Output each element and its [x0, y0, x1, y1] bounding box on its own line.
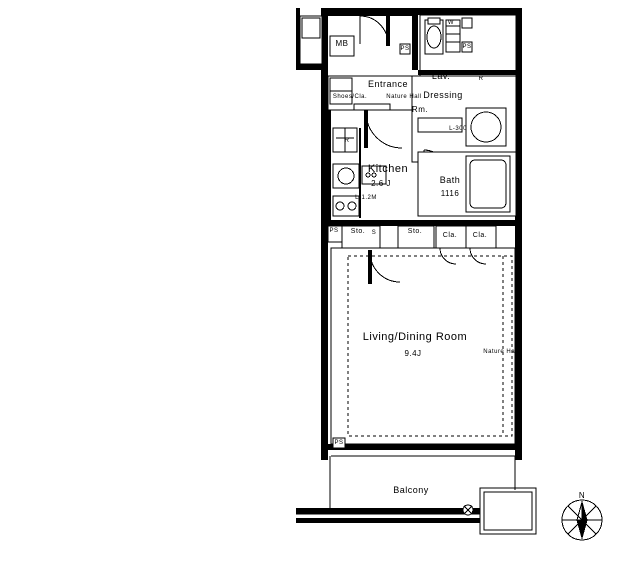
room-label-wash-basin: L-300 [449, 126, 467, 132]
room-label-ps-top: PS [400, 46, 410, 52]
room-label-dressing: Dressing [423, 90, 463, 100]
room-label-washer-w: W [447, 20, 455, 26]
room-label-storage-mid: Sto. [407, 228, 423, 235]
room-label-storage-left: Sto. [350, 228, 366, 235]
room-label-entrance: Entrance [367, 79, 409, 89]
room-label-living-dining: Living/Dining Room [362, 331, 468, 343]
room-label-bath-size: 1116 [440, 189, 460, 198]
compass-north-label: N [578, 491, 586, 500]
room-label-kitchen-sub: L-1.2M [355, 195, 377, 201]
room-label-closet-1: Cla. [442, 232, 458, 239]
room-label-shoes-closet: Shoes/Cla. [332, 94, 368, 100]
room-label-ps-balcony: PS [334, 440, 344, 446]
room-label-balcony: Balcony [393, 485, 429, 495]
room-label-entrance-nature-hall: Nature Hall [386, 94, 422, 100]
room-label-ps-bath: PS [462, 44, 472, 50]
room-label-ps-left: PS [329, 228, 339, 234]
room-label-dressing-rm: Rm. [411, 105, 429, 114]
room-label-kitchen-size: 2.6 J [371, 179, 391, 188]
room-label-storage-left-s: S [371, 230, 377, 236]
room-label-closet-2: Cla. [472, 232, 488, 239]
room-label-bath-r: R [344, 138, 350, 144]
room-label-bath: Bath [439, 175, 461, 185]
room-label-washer-r: R [478, 76, 484, 82]
room-label-living-size: 9.4J [404, 349, 422, 358]
room-label-nature-hall-right: Nature Hall [483, 349, 519, 355]
room-label-mb: MB [335, 39, 349, 48]
room-label-kitchen: Kitchen [367, 163, 409, 175]
room-label-lavatory: Lav. [431, 71, 451, 81]
